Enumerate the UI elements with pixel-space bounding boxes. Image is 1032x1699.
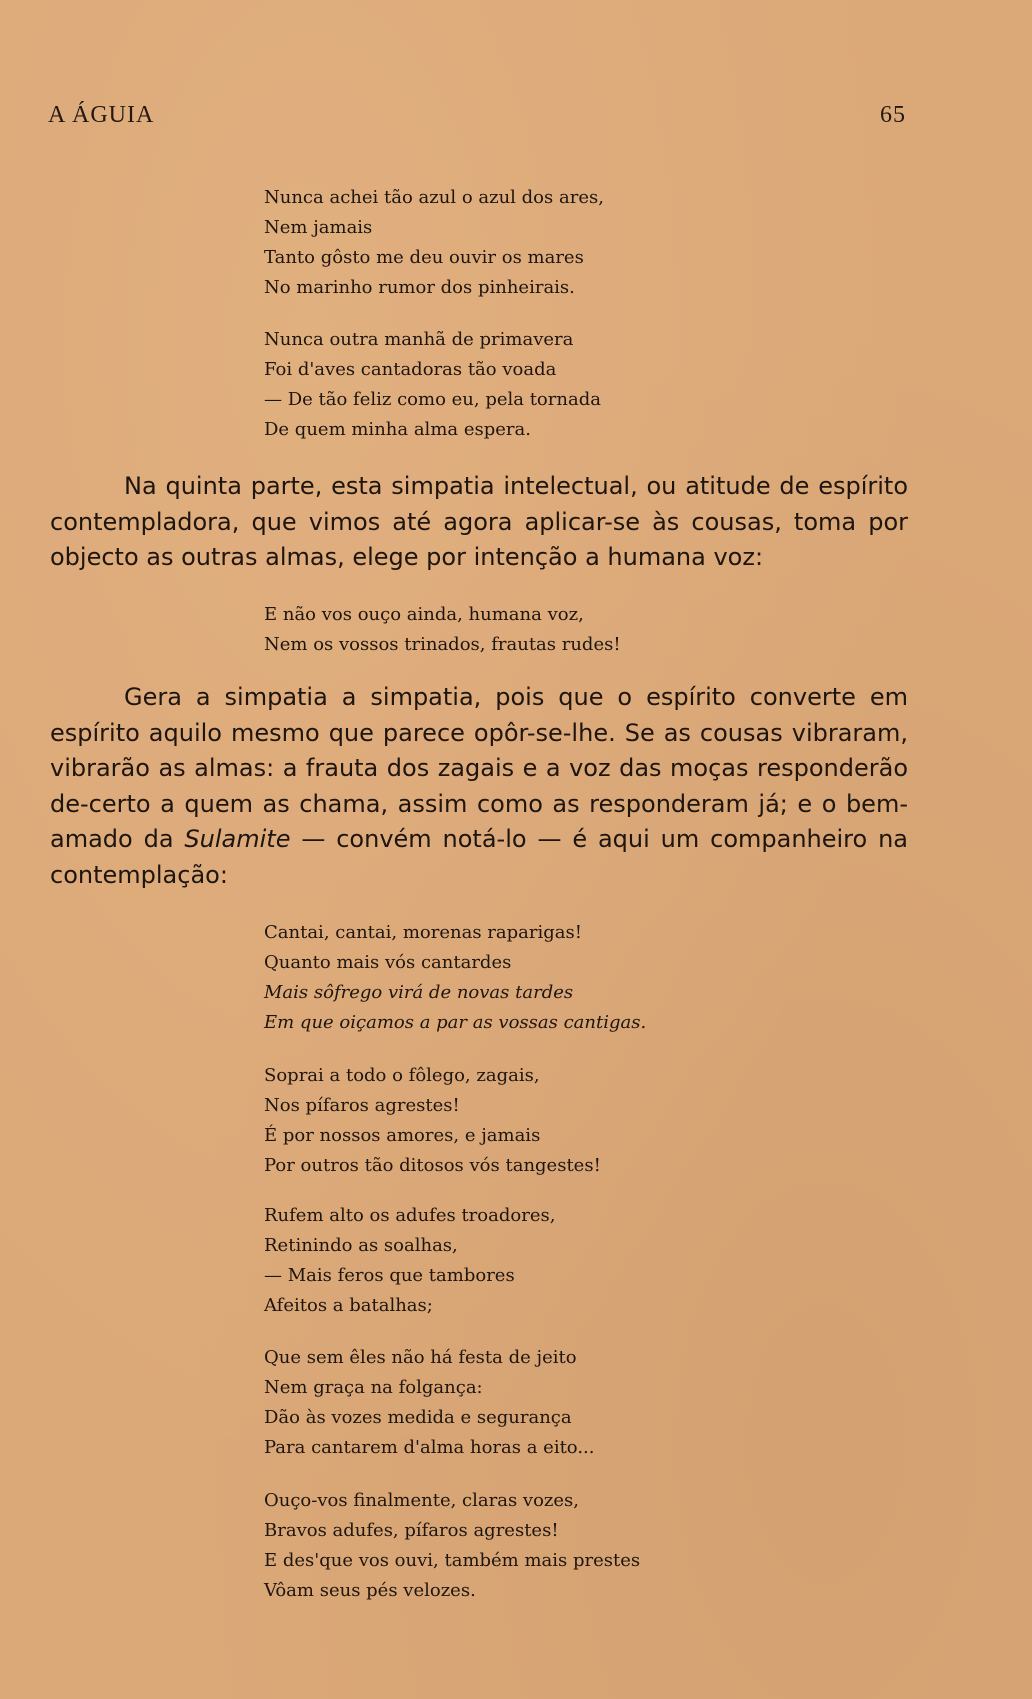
stanza-2 (264, 325, 601, 445)
verse-line: E não vos ouço ainda, humana voz, (264, 604, 584, 625)
stanza-5 (264, 1061, 601, 1181)
verse-line: Rufem alto os adufes troadores, (264, 1205, 556, 1226)
verse-line: Para cantarem d'alma horas a eito... (264, 1437, 595, 1458)
verse-line: Mais sôfrego virá de novas tardes (264, 982, 574, 1003)
verse-line: Nos pífaros agrestes! (264, 1095, 460, 1116)
verse-line: E des'que vos ouvi, também mais prestes (264, 1550, 641, 1571)
stanza-6 (264, 1201, 555, 1321)
verse-line: Tanto gôsto me deu ouvir os mares (264, 247, 584, 268)
verse-line: Quanto mais vós cantardes (264, 952, 512, 973)
verse-line: Dão às vozes medida e segurança (264, 1407, 572, 1428)
stanza-3 (264, 600, 621, 660)
verse-line: Foi d'aves cantadoras tão voada (264, 359, 557, 380)
verse-line: Em que oiçamos a par as vossas cantigas. (264, 1012, 647, 1033)
verse-line: No marinho rumor dos pinheirais. (264, 277, 575, 298)
stanza-7 (264, 1343, 595, 1463)
verse-line: Retinindo as soalhas, (264, 1235, 458, 1256)
paragraph-1-text: Na quinta parte, esta simpatia intelectual, ou atitude de espírito contempladora, que vimos até agora aplicar-se às cousas, toma por objecto as outras almas, elege por intenção a humana voz: (50, 472, 908, 571)
verse-line: Nunca achei tão azul o azul dos ares, (264, 187, 604, 208)
paragraph-1 (50, 469, 908, 576)
verse-line: Ouço-vos finalmente, claras vozes, (264, 1490, 580, 1511)
stanza-8 (264, 1486, 640, 1606)
verse-line: — De tão feliz como eu, pela tornada (264, 389, 601, 410)
running-header (48, 102, 906, 129)
verse-line: Soprai a todo o fôlego, zagais, (264, 1065, 540, 1086)
page-number: 65 (880, 102, 906, 128)
verse-line: Nem jamais (264, 217, 373, 238)
verse-line: Nem os vossos trinados, frautas rudes! (264, 634, 621, 655)
paragraph-2 (50, 680, 908, 893)
paragraph-2-italic: Sulamite (184, 825, 291, 853)
stanza-4 (264, 918, 646, 1038)
verse-line: Nem graça na folgança: (264, 1377, 483, 1398)
paragraph-2-text: Gera a simpatia a simpatia, pois que o espírito converte em espírito aquilo mesmo que parece opôr-se-lhe. Se as cousas vibraram, vibrarão as almas: a frauta dos zagais e a voz das moças responderão de-certo a quem as chama, assim como as responderam já; e o bem-amado da (50, 683, 908, 853)
verse-line: De quem minha alma espera. (264, 419, 531, 440)
paragraph-2-text-end: — convém notá-lo — é aqui um companheiro na contemplação: (50, 825, 908, 889)
verse-line: Bravos adufes, pífaros agrestes! (264, 1520, 559, 1541)
verse-line: É por nossos amores, e jamais (264, 1125, 541, 1146)
verse-line: Que sem êles não há festa de jeito (264, 1347, 577, 1368)
verse-line: Afeitos a batalhas; (264, 1295, 433, 1316)
verse-line: — Mais feros que tambores (264, 1265, 515, 1286)
journal-title: A ÁGUIA (48, 102, 155, 128)
stanza-1 (264, 183, 604, 303)
verse-line: Nunca outra manhã de primavera (264, 329, 574, 350)
verse-line: Vôam seus pés velozes. (264, 1580, 476, 1601)
verse-line: Cantai, cantai, morenas raparigas! (264, 922, 582, 943)
verse-line: Por outros tão ditosos vós tangestes! (264, 1155, 601, 1176)
